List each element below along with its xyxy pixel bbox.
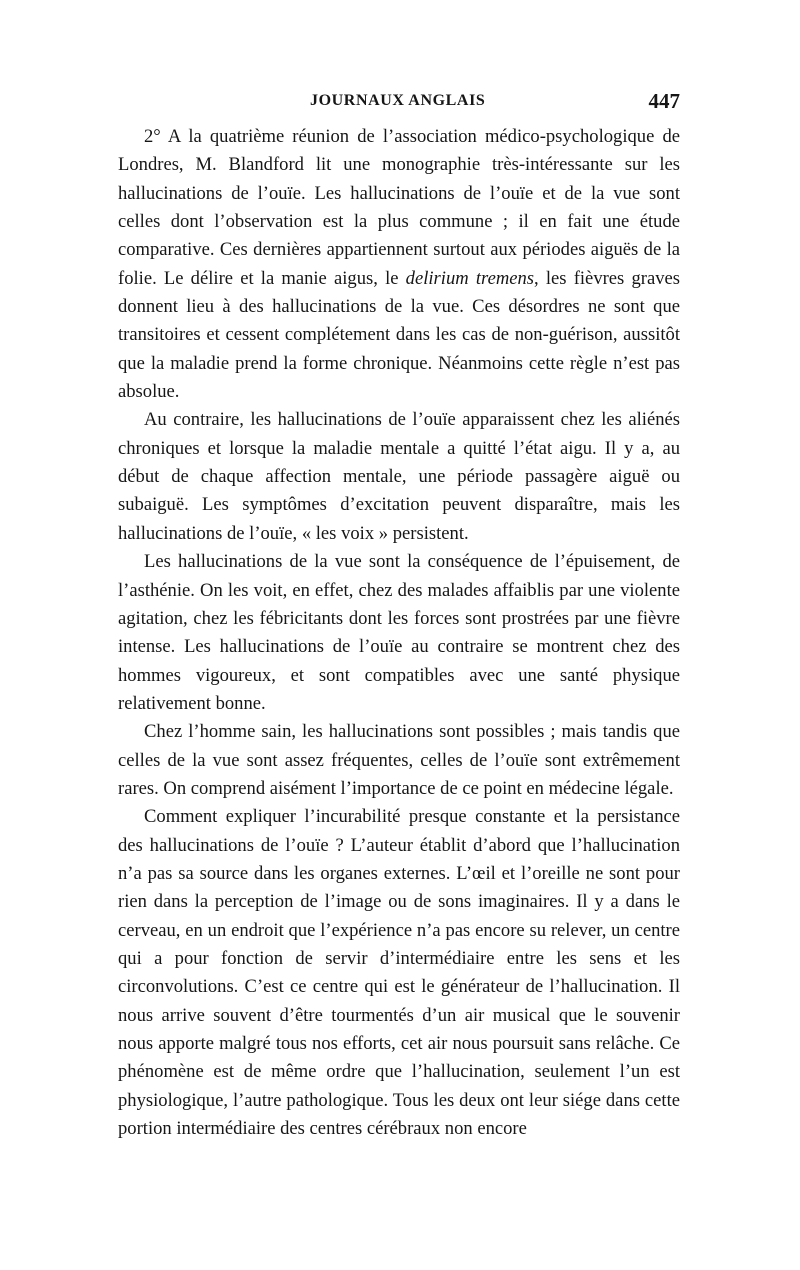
page-header — [118, 89, 680, 120]
paragraph-3: Les hallucinations de la vue sont la conséquence de l’épuisement, de l’asthénie. On les voit, en effet, chez des malades affaiblis par une violente agitation, chez les fébricitants dont les forces sont prostrées par une fièvre intense. Les hallucinations de l’ouïe au contraire se montrent chez des hommes vigoureux, et sont compatibles avec une santé physique relativement bonne. — [118, 551, 680, 714]
paragraph-1-end: , les fièvres graves donnent lieu à des hallucinations de la vue. Ces désordres ne sont que transitoires et cessent complétement dans les cas de non-guérison, aussitôt que la maladie prend la forme chronique. Néanmoins cette règle n’est pas absolue. — [118, 267, 680, 403]
paragraph-2: Au contraire, les hallucinations de l’ouïe apparaissent chez les aliénés chroniques et lorsque la maladie mentale a quitté l’état aigu. Il y a, au début de chaque affection mentale, une période passagère aiguë ou subaiguë. Les symptômes d’excitation peuvent disparaître, mais les hallucinations de l’ouïe, « les voix » persistent. — [118, 409, 680, 544]
paragraph-1-start: 2° A la quatrième réunion de l’association médico-psychologique de Londres, M. Blandford lit une monographie très-intéressante sur les hallucinations de l’ouïe. Les hallucinations de l’ouïe et de la vue sont celles dont l’observation est la plus commune ; il en fait une étude comparative. Ces dernières appartiennent surtout aux périodes aiguës de la folie. Le délire et la manie aigus, le — [118, 126, 680, 289]
page-number: 447 — [648, 89, 680, 113]
latin-term: delirium tremens — [405, 267, 535, 289]
running-title: JOURNAUX ANGLAIS — [310, 92, 486, 109]
paragraph-1 — [118, 123, 680, 406]
body-text — [118, 123, 680, 1143]
paragraph-5: Comment expliquer l’incurabilité presque constante et la persistance des hallucinations de l’ouïe ? L’auteur établit d’abord que l’hallucination n’a pas sa source dans les organes externes. L’œil et l’oreille ne sont pour rien dans la perception de l’image ou de sons imaginaires. Il y a dans le cerveau, en un endroit que l’expérience n’a pas encore su relever, un centre qui a pour fonction de servir d’intermédiaire entre les sens et les circonvolutions. C’est ce centre qui est le générateur de l’hallucination. Il nous arrive souvent d’être tourmentés d’un air musical que le souvenir nous apporte malgré tous nos efforts, cet air nous poursuit sans relâche. Ce phénomène est de même ordre que l’hallucination, seulement l’un est physiologique, l’autre pathologique. Tous les deux ont leur siége dans cette portion intermédiaire des centres cérébraux non encore — [118, 806, 680, 1140]
paragraph-4: Chez l’homme sain, les hallucinations sont possibles ; mais tandis que celles de la vue sont assez fréquentes, celles de l’ouïe sont extrêmement rares. On comprend aisément l’importance de ce point en médecine légale. — [118, 721, 680, 799]
